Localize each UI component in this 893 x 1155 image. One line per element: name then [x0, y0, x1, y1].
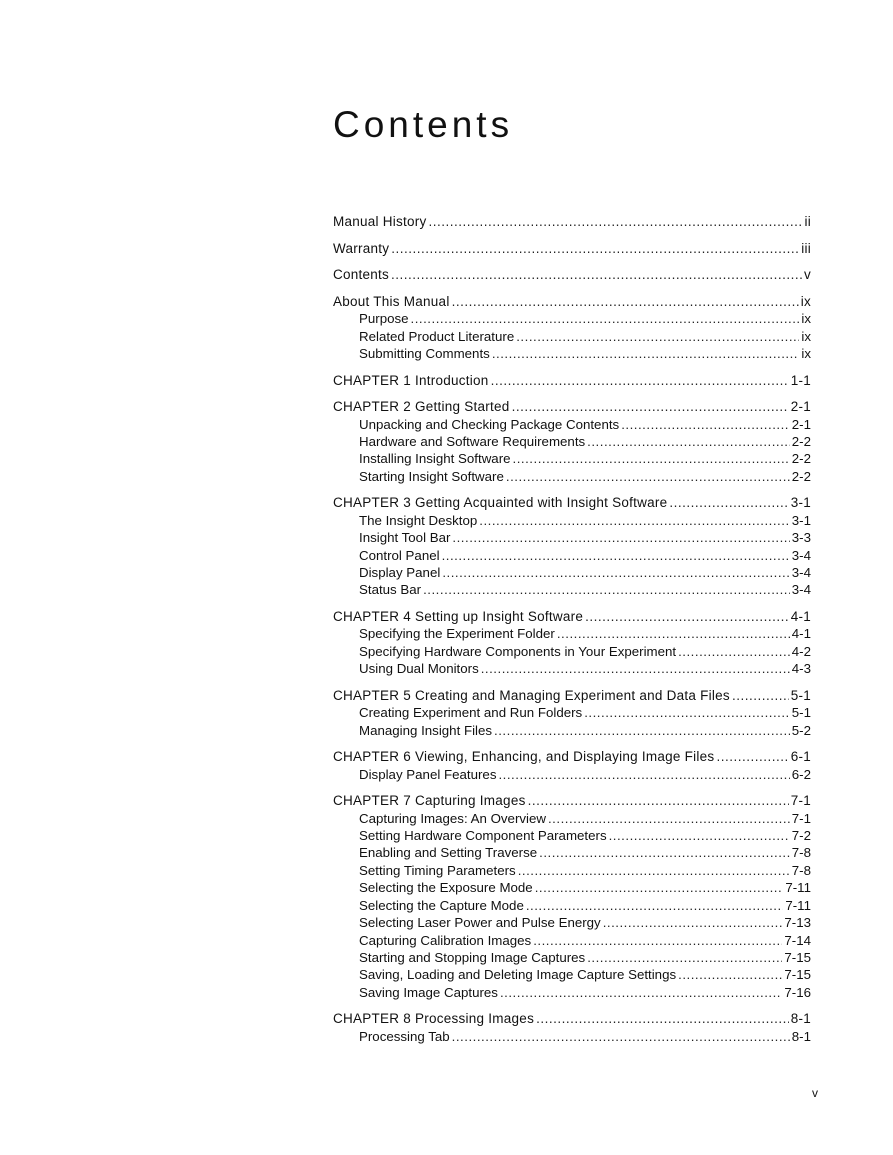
toc-dot-leader	[500, 984, 782, 1001]
toc-subsection-entry[interactable]	[333, 345, 811, 362]
toc-entry-title: Unpacking and Checking Package Contents	[359, 416, 620, 432]
toc-entry-page: 3-4	[791, 565, 811, 581]
page-title: Contents	[333, 104, 514, 145]
toc-dot-leader	[423, 581, 790, 598]
toc-dot-leader	[506, 468, 790, 485]
toc-section-entry[interactable]	[333, 213, 811, 230]
table-of-contents	[333, 213, 811, 1045]
toc-entry-page: 2-2	[791, 451, 811, 467]
toc-entry-title: CHAPTER 1 Introduction	[333, 372, 489, 388]
toc-dot-leader	[452, 529, 789, 546]
toc-subsection-entry[interactable]	[333, 932, 811, 949]
toc-dot-leader	[548, 810, 790, 827]
toc-entry-title: Using Dual Monitors	[359, 661, 479, 677]
toc-dot-leader	[732, 687, 789, 704]
toc-dot-leader	[391, 240, 799, 257]
toc-entry-page: ix	[800, 293, 811, 309]
toc-entry-page: 7-15	[784, 967, 811, 983]
toc-entry-title: Selecting the Exposure Mode	[359, 880, 533, 896]
toc-entry-page: 7-1	[791, 810, 811, 826]
toc-entry-title: Control Panel	[359, 547, 440, 563]
toc-entry-page: 2-1	[790, 399, 811, 415]
toc-section-entry[interactable]	[333, 687, 811, 704]
toc-subsection-entry[interactable]	[333, 660, 811, 677]
toc-subsection-entry[interactable]	[333, 625, 811, 642]
toc-entry-page: 1-1	[790, 372, 811, 388]
toc-entry-title: Capturing Calibration Images	[359, 932, 532, 948]
toc-dot-leader	[492, 345, 800, 362]
toc-entry-page: 3-3	[791, 530, 811, 546]
toc-subsection-entry[interactable]	[333, 949, 811, 966]
toc-dot-leader	[528, 792, 789, 809]
toc-entry-page: 4-2	[791, 643, 811, 659]
toc-entry-page: v	[804, 267, 811, 283]
toc-entry-title: CHAPTER 8 Processing Images	[333, 1011, 535, 1027]
toc-entry-page: ix	[801, 346, 811, 361]
toc-entry-title: CHAPTER 3 Getting Acquainted with Insight Software	[333, 495, 668, 511]
toc-dot-leader	[539, 844, 790, 861]
toc-dot-leader	[533, 932, 782, 949]
toc-dot-leader	[491, 372, 789, 389]
toc-entry-page: 6-1	[790, 749, 811, 765]
toc-dot-leader	[535, 879, 784, 896]
toc-subsection-entry[interactable]	[333, 810, 811, 827]
toc-dot-leader	[526, 897, 784, 914]
toc-entry-title: CHAPTER 2 Getting Started	[333, 399, 510, 415]
toc-entry-page: 8-1	[790, 1011, 811, 1027]
toc-entry-title: Display Panel	[359, 565, 441, 581]
toc-dot-leader	[621, 416, 790, 433]
toc-dot-leader	[585, 608, 789, 625]
toc-dot-leader	[442, 564, 789, 581]
toc-subsection-entry[interactable]	[333, 844, 811, 861]
page-number: v	[812, 1086, 818, 1100]
toc-subsection-entry[interactable]	[333, 581, 811, 598]
toc-subsection-entry[interactable]	[333, 310, 811, 327]
toc-dot-leader	[494, 722, 790, 739]
toc-entry-title: Selecting the Capture Mode	[359, 897, 524, 913]
toc-entry-title: The Insight Desktop	[359, 512, 478, 528]
toc-subsection-entry[interactable]	[333, 897, 811, 914]
toc-dot-leader	[442, 547, 790, 564]
toc-section-entry[interactable]	[333, 240, 811, 257]
toc-entry-page: 7-8	[791, 862, 811, 878]
toc-entry-page: ii	[804, 214, 811, 229]
toc-entry-title: Submitting Comments	[359, 346, 490, 361]
toc-dot-leader	[587, 949, 782, 966]
toc-entry-page: 2-2	[791, 468, 811, 484]
toc-entry-page: 5-1	[791, 705, 811, 721]
toc-entry-page: 7-13	[784, 915, 811, 931]
toc-entry-page: 2-2	[791, 434, 811, 449]
toc-entry-page: 7-11	[785, 897, 811, 913]
toc-entry-title: Saving Image Captures	[359, 984, 498, 1000]
toc-dot-leader	[498, 766, 789, 783]
toc-subsection-entry[interactable]	[333, 416, 811, 433]
toc-dot-leader	[452, 293, 799, 310]
toc-entry-title: Processing Tab	[359, 1028, 450, 1044]
toc-subsection-entry[interactable]	[333, 914, 811, 931]
toc-entry-title: Saving, Loading and Deleting Image Capture Settings	[359, 967, 677, 983]
toc-entry-page: 7-11	[785, 880, 811, 896]
toc-entry-page: iii	[801, 240, 811, 256]
toc-entry-page: 3-1	[791, 512, 811, 528]
toc-entry-page: 7-8	[791, 845, 811, 861]
toc-entry-page: 7-15	[784, 949, 811, 965]
toc-entry-title: Insight Tool Bar	[359, 530, 451, 546]
toc-entry-title: Creating Experiment and Run Folders	[359, 705, 583, 721]
toc-dot-leader	[513, 450, 790, 467]
toc-dot-leader	[716, 748, 788, 765]
toc-entry-page: 7-14	[784, 932, 811, 948]
toc-subsection-entry[interactable]	[333, 722, 811, 739]
toc-entry-page: 3-1	[790, 495, 811, 511]
toc-entry-title: About This Manual	[333, 293, 450, 309]
toc-entry-title: Specifying Hardware Components in Your Experiment	[359, 643, 677, 659]
toc-subsection-entry[interactable]	[333, 564, 811, 581]
toc-entry-page: 2-1	[791, 416, 811, 432]
toc-entry-page: 3-4	[791, 547, 811, 563]
toc-subsection-entry[interactable]	[333, 766, 811, 783]
toc-section-entry[interactable]	[333, 792, 811, 809]
toc-subsection-entry[interactable]	[333, 879, 811, 896]
toc-section-entry[interactable]	[333, 608, 811, 625]
toc-entry-page: 3-4	[791, 582, 811, 598]
toc-dot-leader	[411, 310, 800, 327]
toc-entry-title: Status Bar	[359, 582, 422, 598]
toc-entry-page: ix	[801, 328, 811, 344]
toc-dot-leader	[518, 862, 790, 879]
toc-entry-title: Display Panel Features	[359, 766, 497, 782]
toc-dot-leader	[512, 398, 789, 415]
toc-subsection-entry[interactable]	[333, 450, 811, 467]
toc-subsection-entry[interactable]	[333, 984, 811, 1001]
toc-subsection-entry[interactable]	[333, 827, 811, 844]
toc-dot-leader	[609, 827, 790, 844]
toc-section-entry[interactable]	[333, 266, 811, 283]
toc-entry-page: 6-2	[791, 766, 811, 782]
toc-entry-page: 5-2	[791, 722, 811, 738]
toc-entry-title: Related Product Literature	[359, 328, 515, 344]
toc-entry-title: Starting and Stopping Image Captures	[359, 949, 586, 965]
toc-entry-page: 7-1	[790, 793, 811, 809]
toc-section-entry[interactable]	[333, 494, 811, 511]
toc-entry-title: Capturing Images: An Overview	[359, 810, 546, 826]
toc-dot-leader	[587, 433, 790, 450]
toc-subsection-entry[interactable]	[333, 468, 811, 485]
toc-dot-leader	[481, 660, 790, 677]
toc-dot-leader	[678, 643, 790, 660]
toc-entry-title: CHAPTER 5 Creating and Managing Experiment and Data Files	[333, 687, 730, 703]
toc-entry-title: Contents	[333, 267, 390, 283]
toc-subsection-entry[interactable]	[333, 704, 811, 721]
toc-dot-leader	[584, 704, 790, 721]
toc-dot-leader	[479, 512, 790, 529]
toc-subsection-entry[interactable]	[333, 862, 811, 879]
toc-entry-title: Specifying the Experiment Folder	[359, 626, 555, 642]
toc-entry-title: CHAPTER 7 Capturing Images	[333, 793, 526, 809]
toc-subsection-entry[interactable]	[333, 643, 811, 660]
toc-section-entry[interactable]	[333, 748, 811, 765]
toc-dot-leader	[452, 1028, 790, 1045]
toc-dot-leader	[669, 494, 788, 511]
toc-subsection-entry[interactable]	[333, 966, 811, 983]
toc-entry-title: Selecting Laser Power and Pulse Energy	[359, 915, 601, 931]
toc-entry-page: 5-1	[790, 687, 811, 703]
toc-entry-page: ix	[801, 311, 811, 327]
toc-entry-title: Starting Insight Software	[359, 468, 504, 484]
toc-subsection-entry[interactable]	[333, 433, 811, 450]
toc-section-entry[interactable]	[333, 398, 811, 415]
toc-section-entry[interactable]	[333, 293, 811, 310]
toc-dot-leader	[516, 328, 799, 345]
toc-entry-page: 7-2	[791, 828, 811, 844]
toc-entry-title: Purpose	[359, 311, 409, 327]
toc-dot-leader	[391, 266, 802, 283]
toc-section-entry[interactable]	[333, 1010, 811, 1027]
toc-entry-title: Enabling and Setting Traverse	[359, 845, 538, 861]
toc-entry-title: Setting Hardware Component Parameters	[359, 828, 607, 844]
toc-section-entry[interactable]	[333, 372, 811, 389]
toc-entry-title: CHAPTER 6 Viewing, Enhancing, and Displaying Image Files	[333, 749, 715, 765]
toc-entry-page: 4-1	[790, 609, 811, 625]
toc-entry-title: Managing Insight Files	[359, 722, 493, 738]
toc-entry-title: Installing Insight Software	[359, 451, 511, 467]
toc-entry-title: Setting Timing Parameters	[359, 862, 516, 878]
toc-subsection-entry[interactable]	[333, 512, 811, 529]
toc-dot-leader	[536, 1010, 789, 1027]
toc-subsection-entry[interactable]	[333, 1028, 811, 1045]
toc-entry-page: 4-3	[791, 661, 811, 677]
toc-dot-leader	[603, 914, 783, 931]
toc-entry-title: Warranty	[333, 240, 390, 256]
toc-entry-page: 4-1	[791, 626, 811, 642]
toc-dot-leader	[557, 625, 790, 642]
toc-subsection-entry[interactable]	[333, 529, 811, 546]
toc-dot-leader	[678, 966, 782, 983]
toc-dot-leader	[429, 213, 803, 230]
toc-entry-page: 7-16	[784, 984, 811, 1000]
toc-entry-title: CHAPTER 4 Setting up Insight Software	[333, 609, 584, 625]
toc-entry-title: Hardware and Software Requirements	[359, 434, 586, 449]
toc-entry-title: Manual History	[333, 214, 427, 229]
toc-entry-page: 8-1	[791, 1028, 811, 1044]
toc-subsection-entry[interactable]	[333, 328, 811, 345]
toc-subsection-entry[interactable]	[333, 547, 811, 564]
